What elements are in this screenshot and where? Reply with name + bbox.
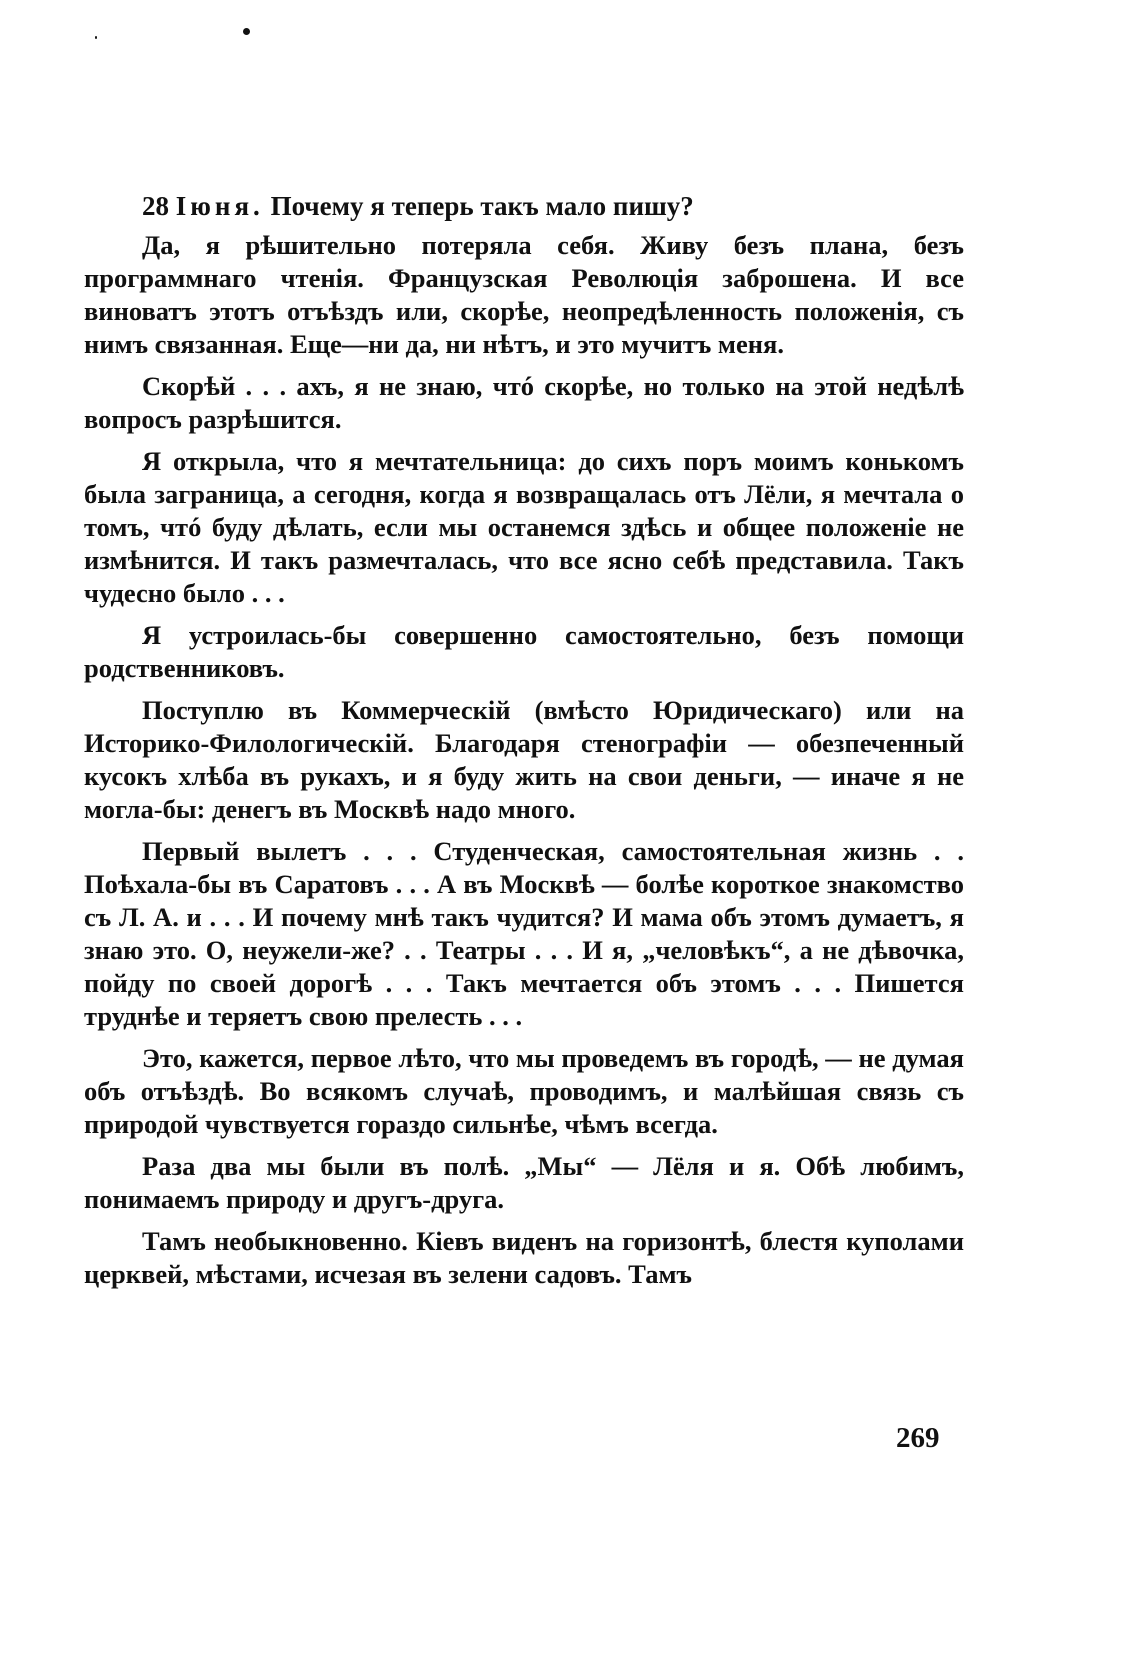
paragraph-6: Первый вылетъ . . . Студенческая, самостоятельная жизнь . . Поѣхала-бы въ Саратовъ . . . А въ Москвѣ — болѣе короткое знакомство съ Л. А. и . . . И почему мнѣ такъ чудится? И мама объ этомъ думаетъ, я знаю это. О, неужели-же? . . Театры . . . И я, „человѣкъ“, а не дѣвочка, пойду по своей дорогѣ . . . Такъ мечтается объ этомъ . . . Пишется труднѣе и теряетъ свою прелесть . . . xyxy=(84,836,964,1031)
paragraph-8: Раза два мы были въ полѣ. „Мы“ — Лёля и я. Обѣ любимъ, понимаемъ природу и другъ-друга. xyxy=(84,1151,964,1214)
paragraph-7: Это, кажется, первое лѣто, что мы проведемъ въ городѣ, — не думая объ отъѣздѣ. Во всякомъ случаѣ, проводимъ, и малѣйшая связь съ природой чувствуется гораздо сильнѣе, чѣмъ всегда. xyxy=(84,1043,964,1139)
paragraph-9: Тамъ необыкновенно. Кіевъ виденъ на горизонтѣ, блестя куполами церквей, мѣстами, исчезая въ зелени садовъ. Тамъ xyxy=(84,1226,964,1289)
paragraph-5: Поступлю въ Коммерческій (вмѣсто Юридическаго) или на Историко-Филологическій. Благодаря стенографіи — обезпеченный кусокъ хлѣба въ рукахъ, и я буду жить на свои деньги, — иначе я не могла-бы: денегъ въ Москвѣ надо много. xyxy=(84,695,964,824)
paragraph-1: Да, я рѣшительно потеряла себя. Живу безъ плана, безъ программнаго чтенія. Французская Революція заброшена. И все виноватъ этотъ отъѣздъ или, скорѣе, неопредѣленность положенія, съ нимъ связанная. Еще—ни да, ни нѣтъ, и это мучитъ меня. xyxy=(84,230,964,359)
scan-speck xyxy=(243,28,250,35)
entry-date-month: Iюня. xyxy=(175,191,264,221)
paragraph-2: Скорѣй . . . ахъ, я не знаю, чтó скорѣе, но только на этой недѣлѣ вопросъ разрѣшится. xyxy=(84,371,964,434)
page-number: 269 xyxy=(896,1422,940,1454)
entry-date-day: 28 xyxy=(142,191,169,221)
paragraph-4: Я устроилась-бы совершенно самостоятельно, безъ помощи родственниковъ. xyxy=(84,620,964,683)
scan-speck xyxy=(95,36,97,39)
diary-text xyxy=(84,190,964,1300)
entry-heading xyxy=(84,190,964,223)
entry-heading-question: Почему я теперь такъ мало пишу? xyxy=(270,191,694,221)
paragraph-3: Я открыла, что я мечтательница: до сихъ поръ моимъ конькомъ была заграница, а сегодня, когда я возвращалась отъ Лёли, я мечтала о томъ, чтó буду дѣлать, если мы останемся здѣсь и общее положеніе не измѣнится. И такъ размечталась, что все ясно себѣ представила. Такъ чудесно было . . . xyxy=(84,446,964,608)
